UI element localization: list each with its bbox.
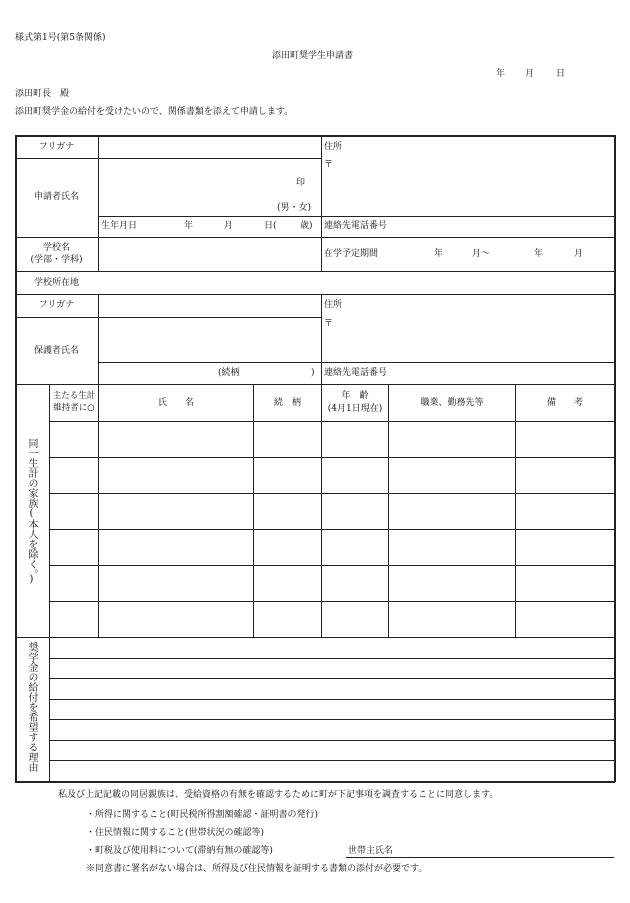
guardian-name-label: 保護者氏名 bbox=[33, 346, 79, 356]
consent-statement: 私及び上記記載の同居親族は、受給資格の有無を確認するために町が下記事項を調査することに同意します。 bbox=[58, 790, 499, 800]
addressee: 添田町長 殿 bbox=[15, 89, 70, 99]
date-month-label: 月 bbox=[525, 69, 535, 79]
date-day-label: 日 bbox=[556, 69, 566, 79]
applicant-name-label: 申請者氏名 bbox=[33, 192, 79, 202]
birth-year-label: 年 bbox=[184, 221, 194, 231]
col-relation: 続 柄 bbox=[273, 398, 301, 408]
col-occupation: 職業、勤務先等 bbox=[420, 398, 484, 408]
consent-item-resident: ・住民情報に関すること(世帯状況の確認等) bbox=[86, 828, 265, 838]
school-name-field[interactable] bbox=[99, 238, 321, 271]
guardian-relation-open: (続柄 bbox=[218, 368, 240, 378]
family-row[interactable] bbox=[50, 566, 614, 601]
guardian-address-label: 住所 bbox=[324, 300, 343, 310]
school-location-field[interactable] bbox=[99, 272, 614, 294]
guardian-name-field[interactable] bbox=[99, 318, 321, 362]
birth-day-label: 日( bbox=[264, 221, 277, 231]
applicant-furigana-label: フリガナ bbox=[38, 142, 75, 152]
family-row[interactable] bbox=[50, 530, 614, 565]
family-side-label: 同一生計の家族(本人を除く。) bbox=[26, 438, 37, 585]
birthdate-label: 生年月日 bbox=[101, 221, 138, 231]
school-department-label: (学部・学科) bbox=[30, 255, 83, 265]
page-title: 添田町奨学生申請書 bbox=[272, 51, 354, 61]
guardian-relation-close: ) bbox=[311, 368, 315, 378]
guardian-furigana-label: フリガナ bbox=[38, 300, 75, 310]
consent-note: ※同意書に署名がない場合は、所得及び住民情報を証明する書類の添付が必要です。 bbox=[86, 864, 428, 874]
col-age-line1: 年 齢 bbox=[341, 391, 369, 401]
period-end-year-label: 年 bbox=[534, 249, 544, 259]
consent-item-tax: ・町税及び使用料について(滞納有無の確認等) bbox=[86, 846, 273, 856]
applicant-phone-label: 連絡先電話番号 bbox=[324, 221, 388, 231]
applicant-furigana-field[interactable] bbox=[99, 136, 321, 158]
birth-month-label: 月 bbox=[224, 221, 234, 231]
applicant-address-label: 住所 bbox=[324, 142, 343, 152]
col-main-earner-line1: 主たる生計 bbox=[52, 391, 96, 401]
col-name: 氏 名 bbox=[157, 398, 194, 408]
family-row[interactable] bbox=[50, 494, 614, 529]
householder-name-label: 世帯主氏名 bbox=[348, 846, 394, 856]
col-age-line2: (4月1日現在) bbox=[327, 404, 383, 414]
birth-age-label: 歳) bbox=[300, 221, 313, 231]
family-row[interactable] bbox=[50, 422, 614, 457]
period-end-month-label: 月 bbox=[574, 249, 584, 259]
date-year-label: 年 bbox=[496, 69, 506, 79]
family-row[interactable] bbox=[50, 458, 614, 493]
reason-text-area[interactable] bbox=[50, 638, 614, 781]
intro-text: 添田町奨学金の給付を受けたいので、関係書類を添えて申請します。 bbox=[15, 107, 294, 117]
guardian-address-field[interactable] bbox=[322, 295, 614, 362]
col-remarks: 備 考 bbox=[546, 398, 583, 408]
guardian-postal-mark: 〒 bbox=[324, 319, 334, 329]
enrollment-period-label: 在学予定期間 bbox=[324, 249, 379, 259]
consent-item-income: ・所得に関すること(町民税所得割額確認・証明書の発行) bbox=[86, 810, 319, 820]
period-start-month-label: 月〜 bbox=[472, 249, 491, 259]
gender-select[interactable]: (男・女) bbox=[277, 203, 312, 213]
family-row[interactable] bbox=[50, 602, 614, 637]
reason-side-label: 奨学金の給付を希望する理由 bbox=[26, 642, 37, 772]
householder-name-field[interactable] bbox=[400, 842, 614, 857]
school-location-label: 学校所在地 bbox=[33, 278, 79, 288]
applicant-address-field[interactable] bbox=[322, 136, 614, 216]
guardian-phone-label: 連絡先電話番号 bbox=[324, 368, 388, 378]
period-start-year-label: 年 bbox=[434, 249, 444, 259]
seal-mark: 印 bbox=[296, 178, 306, 188]
form-number: 様式第1号(第5条関係) bbox=[15, 33, 106, 43]
school-name-label: 学校名 bbox=[42, 243, 70, 253]
guardian-furigana-field[interactable] bbox=[99, 295, 321, 317]
col-main-earner-line2: 維持者に○ bbox=[53, 403, 95, 413]
applicant-postal-mark: 〒 bbox=[324, 160, 334, 170]
